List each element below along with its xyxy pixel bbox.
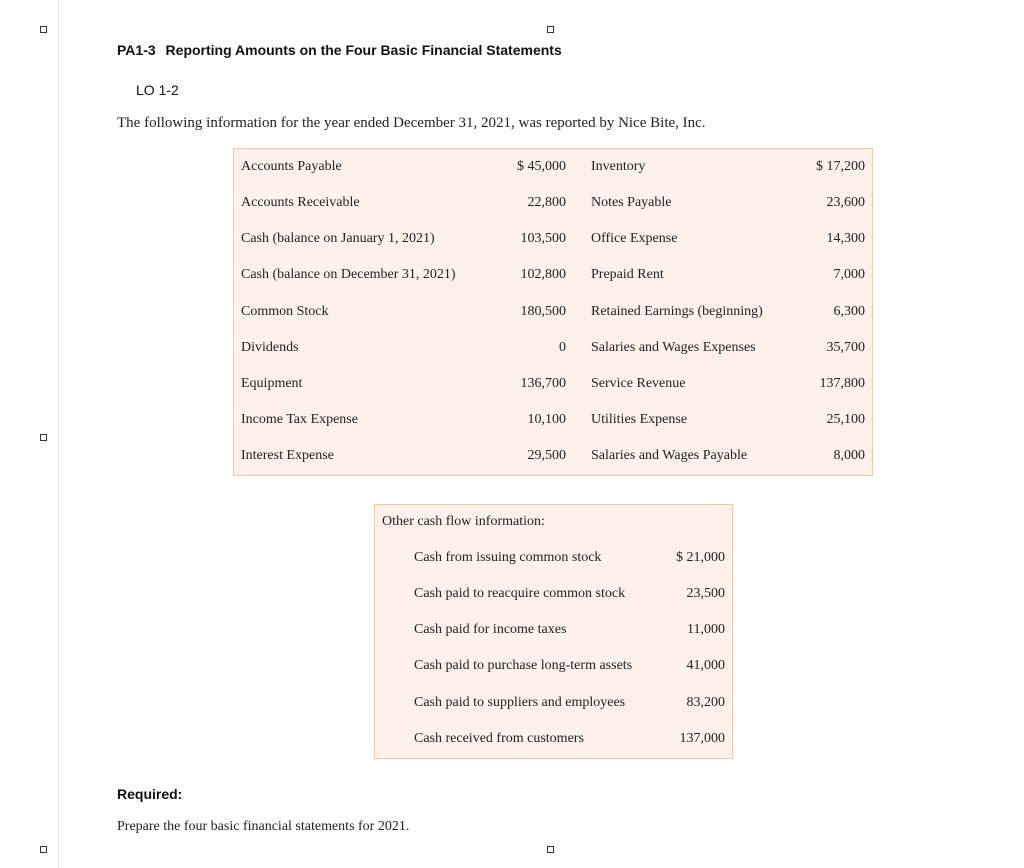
account-amount: 0 [559, 340, 566, 355]
account-amount: 14,300 [826, 231, 865, 246]
cash-flow-amount: 41,000 [686, 658, 725, 673]
account-label: Interest Expense [241, 448, 334, 463]
cash-flow-label: Cash received from customers [414, 731, 584, 746]
account-amount: 137,800 [819, 376, 865, 391]
account-label: Cash (balance on December 31, 2021) [241, 267, 456, 282]
table-row [234, 267, 872, 287]
account-amount: 6,300 [833, 304, 865, 319]
account-label: Salaries and Wages Payable [591, 448, 748, 463]
table-row [234, 304, 872, 324]
selection-handle[interactable] [40, 434, 47, 441]
problem-intro: The following information for the year ended December 31, 2021, was reported by Nice Bite, Inc. [117, 115, 706, 131]
selection-handle[interactable] [547, 26, 554, 33]
account-amount: $ 45,000 [517, 159, 566, 174]
selection-handle[interactable] [40, 26, 47, 33]
account-label: Income Tax Expense [241, 412, 358, 427]
cash-flow-label: Cash paid to suppliers and employees [414, 695, 626, 710]
account-amount: 22,800 [527, 195, 566, 210]
account-label: Salaries and Wages Expenses [591, 340, 756, 355]
account-label: Dividends [241, 340, 299, 355]
required-heading: Required: [117, 786, 183, 802]
account-label: Notes Payable [591, 195, 672, 210]
account-label: Retained Earnings (beginning) [591, 304, 763, 319]
problem-title-text: Reporting Amounts on the Four Basic Financial Statements [165, 42, 562, 58]
account-label: Prepaid Rent [591, 267, 664, 282]
table-row [375, 622, 732, 642]
cash-flow-label: Cash paid to purchase long-term assets [414, 658, 633, 673]
account-amount: 23,600 [826, 195, 865, 210]
account-label: Cash (balance on January 1, 2021) [241, 231, 435, 246]
cash-flow-table [374, 504, 733, 759]
account-amount: $ 17,200 [816, 159, 865, 174]
cash-flow-amount: 137,000 [679, 731, 725, 746]
table-row [375, 731, 732, 751]
account-label: Accounts Payable [241, 159, 342, 174]
account-amount: 25,100 [826, 412, 865, 427]
required-text: Prepare the four basic financial statements for 2021. [117, 819, 410, 834]
learning-objective: LO 1-2 [136, 82, 179, 98]
account-amount: 180,500 [520, 304, 566, 319]
account-label: Utilities Expense [591, 412, 688, 427]
account-label: Common Stock [241, 304, 329, 319]
problem-title [117, 42, 562, 58]
account-amount: 136,700 [520, 376, 566, 391]
selection-handle[interactable] [40, 846, 47, 853]
cash-flow-amount: 11,000 [687, 622, 725, 637]
page-left-border [58, 0, 59, 868]
cash-flow-label: Cash from issuing common stock [414, 550, 602, 565]
account-amount: 7,000 [833, 267, 865, 282]
cash-flow-amount: 83,200 [686, 695, 725, 710]
table-row [234, 159, 872, 179]
account-label: Inventory [591, 159, 646, 174]
table-row [234, 412, 872, 432]
table-row [375, 550, 732, 570]
cash-flow-amount: $ 21,000 [676, 550, 725, 565]
problem-code: PA1-3 [117, 42, 156, 58]
account-label: Equipment [241, 376, 303, 391]
account-amount: 35,700 [826, 340, 865, 355]
account-amount: 29,500 [527, 448, 566, 463]
account-amount: 103,500 [520, 231, 566, 246]
cash-flow-label: Cash paid to reacquire common stock [414, 586, 626, 601]
account-label: Accounts Receivable [241, 195, 360, 210]
table-row [234, 195, 872, 215]
account-amount: 10,100 [527, 412, 566, 427]
table-row [375, 586, 732, 606]
table-row [234, 448, 872, 468]
table-row [234, 376, 872, 396]
table-row [375, 658, 732, 678]
account-label: Service Revenue [591, 376, 686, 391]
account-amount: 8,000 [833, 448, 865, 463]
cash-flow-label: Cash paid for income taxes [414, 622, 567, 637]
table-row [234, 231, 872, 251]
accounts-table [233, 148, 873, 476]
cash-flow-heading: Other cash flow information: [382, 514, 545, 529]
table-row [234, 340, 872, 360]
account-amount: 102,800 [520, 267, 566, 282]
account-label: Office Expense [591, 231, 678, 246]
table-row [375, 695, 732, 715]
cash-flow-amount: 23,500 [686, 586, 725, 601]
selection-handle[interactable] [547, 846, 554, 853]
